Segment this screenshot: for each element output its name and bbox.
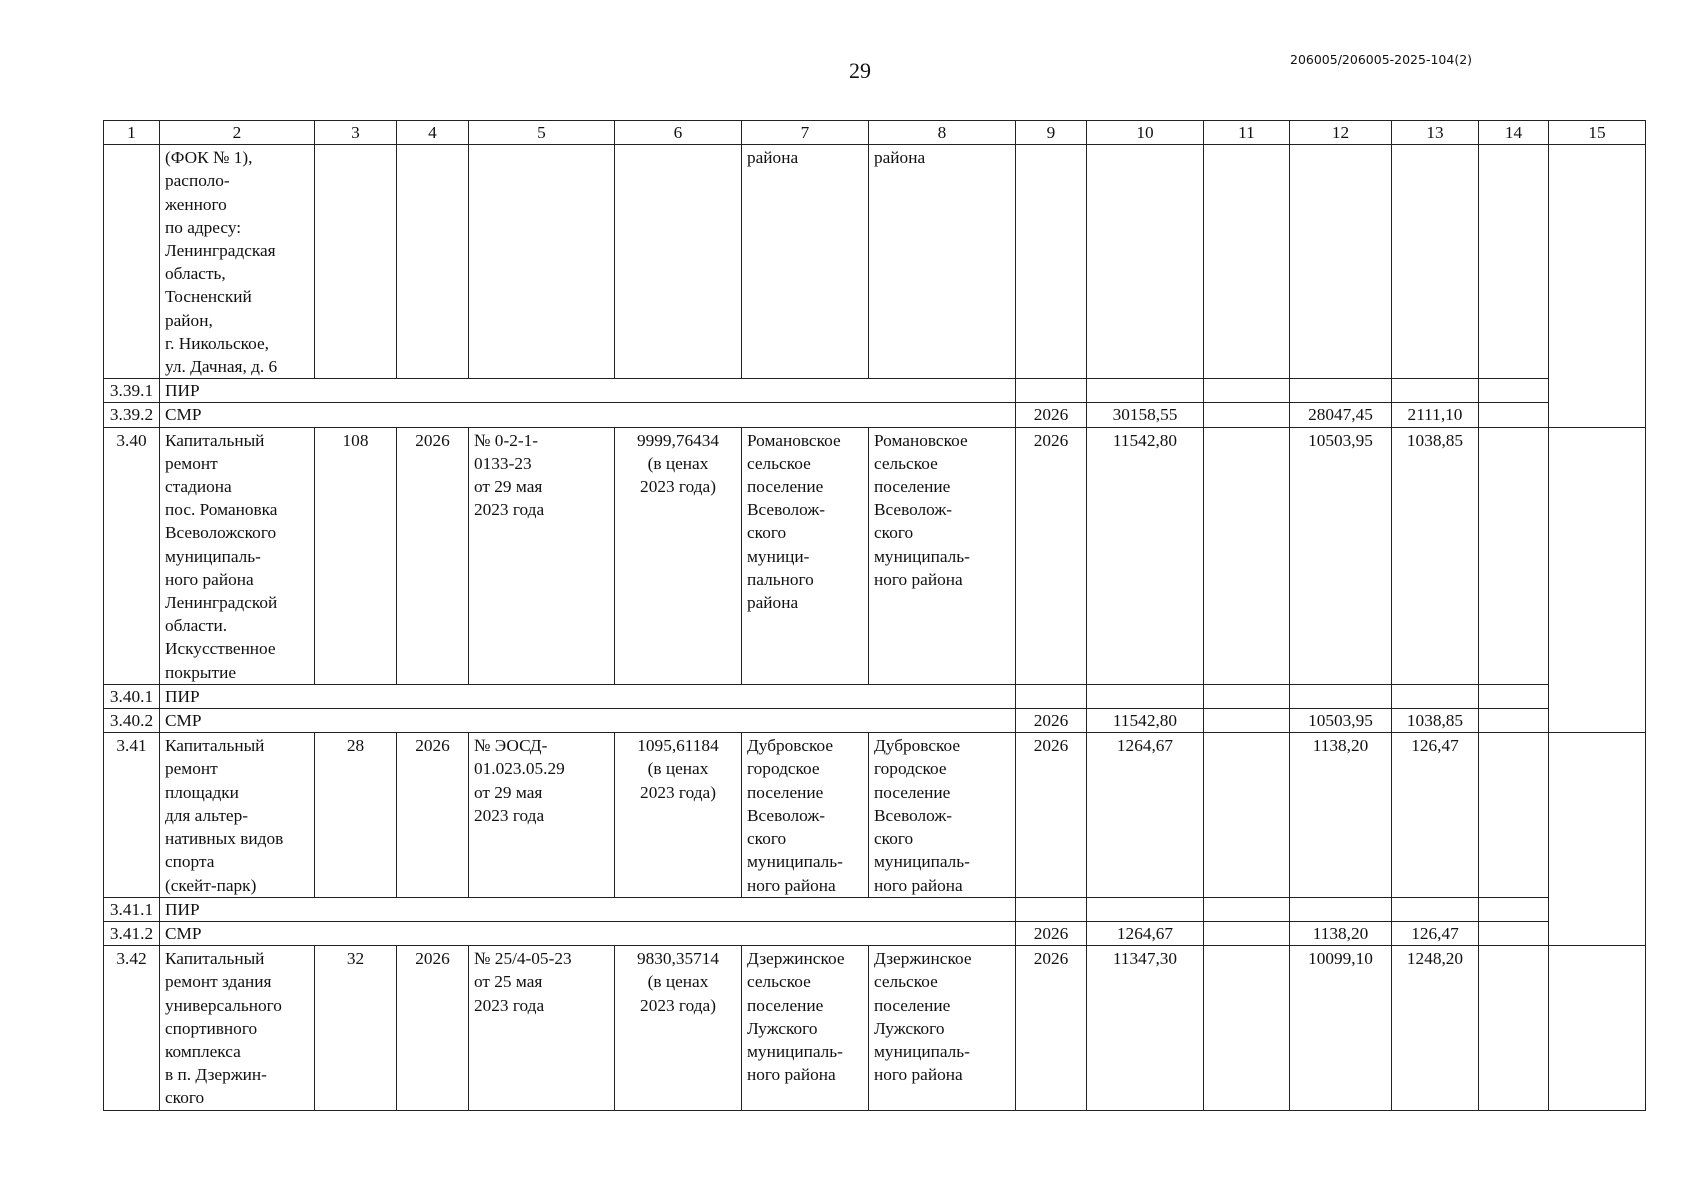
cell-customer: Романовское сельское поселение Всеволож- ского муници- пального района [742,427,869,684]
column-header: 4 [397,121,469,145]
cell-code: 3.39.2 [104,403,160,427]
cell-cost: 9830,35714 (в ценах 2023 года) [615,946,742,1110]
column-header: 15 [1549,121,1646,145]
cell-col3: 108 [315,427,397,684]
cell-document: № 0-2-1- 0133-23 от 29 мая 2023 года [469,427,615,684]
cell-col13: 1038,85 [1392,427,1479,684]
cell-total: 11347,30 [1087,946,1204,1110]
cell-col13: 126,47 [1392,733,1479,897]
cell-year: 2026 [1016,427,1087,684]
cell-document: № ЭОСД- 01.023.05.29 от 29 мая 2023 года [469,733,615,897]
cell-code: 3.40 [104,427,160,684]
column-header: 1 [104,121,160,145]
table-row-subitem [104,897,1646,921]
cell-total: 11542,80 [1087,709,1204,733]
cell-code: 3.41.2 [104,921,160,945]
cell-code: 3.41 [104,733,160,897]
column-header: 10 [1087,121,1204,145]
cell-work-type: ПИР [160,684,1016,708]
cell-code: 3.40.1 [104,684,160,708]
cell-code [104,145,160,379]
table-row-subitem [104,921,1646,945]
cell-year: 2026 [1016,921,1087,945]
cell-recipient: Романовское сельское поселение Всеволож- ского муниципаль- ного района [869,427,1016,684]
cell-code: 3.39.1 [104,379,160,403]
cell-code: 3.40.2 [104,709,160,733]
column-header: 5 [469,121,615,145]
cell-col4: 2026 [397,427,469,684]
cell-customer: Дубровское городское поселение Всеволож- ского муниципаль- ного района [742,733,869,897]
cell-customer: Дзержинское сельское поселение Лужского муниципаль- ного района [742,946,869,1110]
cell-work-type: СМР [160,921,1016,945]
table-row-item [104,946,1646,1110]
cell-col12: 10503,95 [1290,427,1392,684]
cell-document: № 25/4-05-23 от 25 мая 2023 года [469,946,615,1110]
cell-col12: 28047,45 [1290,403,1392,427]
cell-col13: 126,47 [1392,921,1479,945]
column-header: 12 [1290,121,1392,145]
cell-recipient: района [869,145,1016,379]
cell-year: 2026 [1016,733,1087,897]
cell-object-name: (ФОК № 1), располо- женного по адресу: Ленинградская область, Тосненский район, г. Никольское, ул. Дачная, д. 6 [160,145,315,379]
cell-col4: 2026 [397,733,469,897]
cell-col13: 1248,20 [1392,946,1479,1110]
cell-recipient: Дубровское городское поселение Всеволож- ского муниципаль- ного района [869,733,1016,897]
table-row-subitem [104,684,1646,708]
column-header: 3 [315,121,397,145]
table-row-continuation [104,145,1646,379]
column-header: 8 [869,121,1016,145]
cell-cost: 1095,61184 (в ценах 2023 года) [615,733,742,897]
column-header: 14 [1479,121,1549,145]
table-row-subitem [104,709,1646,733]
cell-col4: 2026 [397,946,469,1110]
cell-col12: 10099,10 [1290,946,1392,1110]
cell-customer: района [742,145,869,379]
cell-year: 2026 [1016,946,1087,1110]
cell-total: 11542,80 [1087,427,1204,684]
cell-col13: 1038,85 [1392,709,1479,733]
column-header: 9 [1016,121,1087,145]
page-number: 29 [849,58,871,83]
cell-col12: 1138,20 [1290,921,1392,945]
cell-object-name: Капитальный ремонт стадиона пос. Романовка Всеволожского муниципаль- ного района Ленинградской области. Искусственное покрытие [160,427,315,684]
column-header: 11 [1204,121,1290,145]
cell-code: 3.41.1 [104,897,160,921]
table-row-item [104,733,1646,897]
cell-work-type: СМР [160,403,1016,427]
column-number-row [104,121,1646,145]
column-header: 6 [615,121,742,145]
cell-total: 30158,55 [1087,403,1204,427]
column-header: 2 [160,121,315,145]
cell-recipient: Дзержинское сельское поселение Лужского муниципаль- ного района [869,946,1016,1110]
document-code: 206005/206005-2025-104(2) [1290,52,1473,67]
table-row-subitem [104,403,1646,427]
column-header: 7 [742,121,869,145]
budget-table [103,120,1646,1111]
cell-work-type: СМР [160,709,1016,733]
table-row-subitem [104,379,1646,403]
cell-col13: 2111,10 [1392,403,1479,427]
cell-work-type: ПИР [160,379,1016,403]
cell-object-name: Капитальный ремонт здания универсального спортивного комплекса в п. Дзержин- ского [160,946,315,1110]
cell-cost: 9999,76434 (в ценах 2023 года) [615,427,742,684]
cell-object-name: Капитальный ремонт площадки для альтер- нативных видов спорта (скейт-парк) [160,733,315,897]
cell-col3: 32 [315,946,397,1110]
cell-total: 1264,67 [1087,921,1204,945]
column-header: 13 [1392,121,1479,145]
cell-col12: 1138,20 [1290,733,1392,897]
cell-col12: 10503,95 [1290,709,1392,733]
cell-col3: 28 [315,733,397,897]
cell-year: 2026 [1016,403,1087,427]
cell-total: 1264,67 [1087,733,1204,897]
cell-work-type: ПИР [160,897,1016,921]
cell-code: 3.42 [104,946,160,1110]
cell-year: 2026 [1016,709,1087,733]
table-row-item [104,427,1646,684]
